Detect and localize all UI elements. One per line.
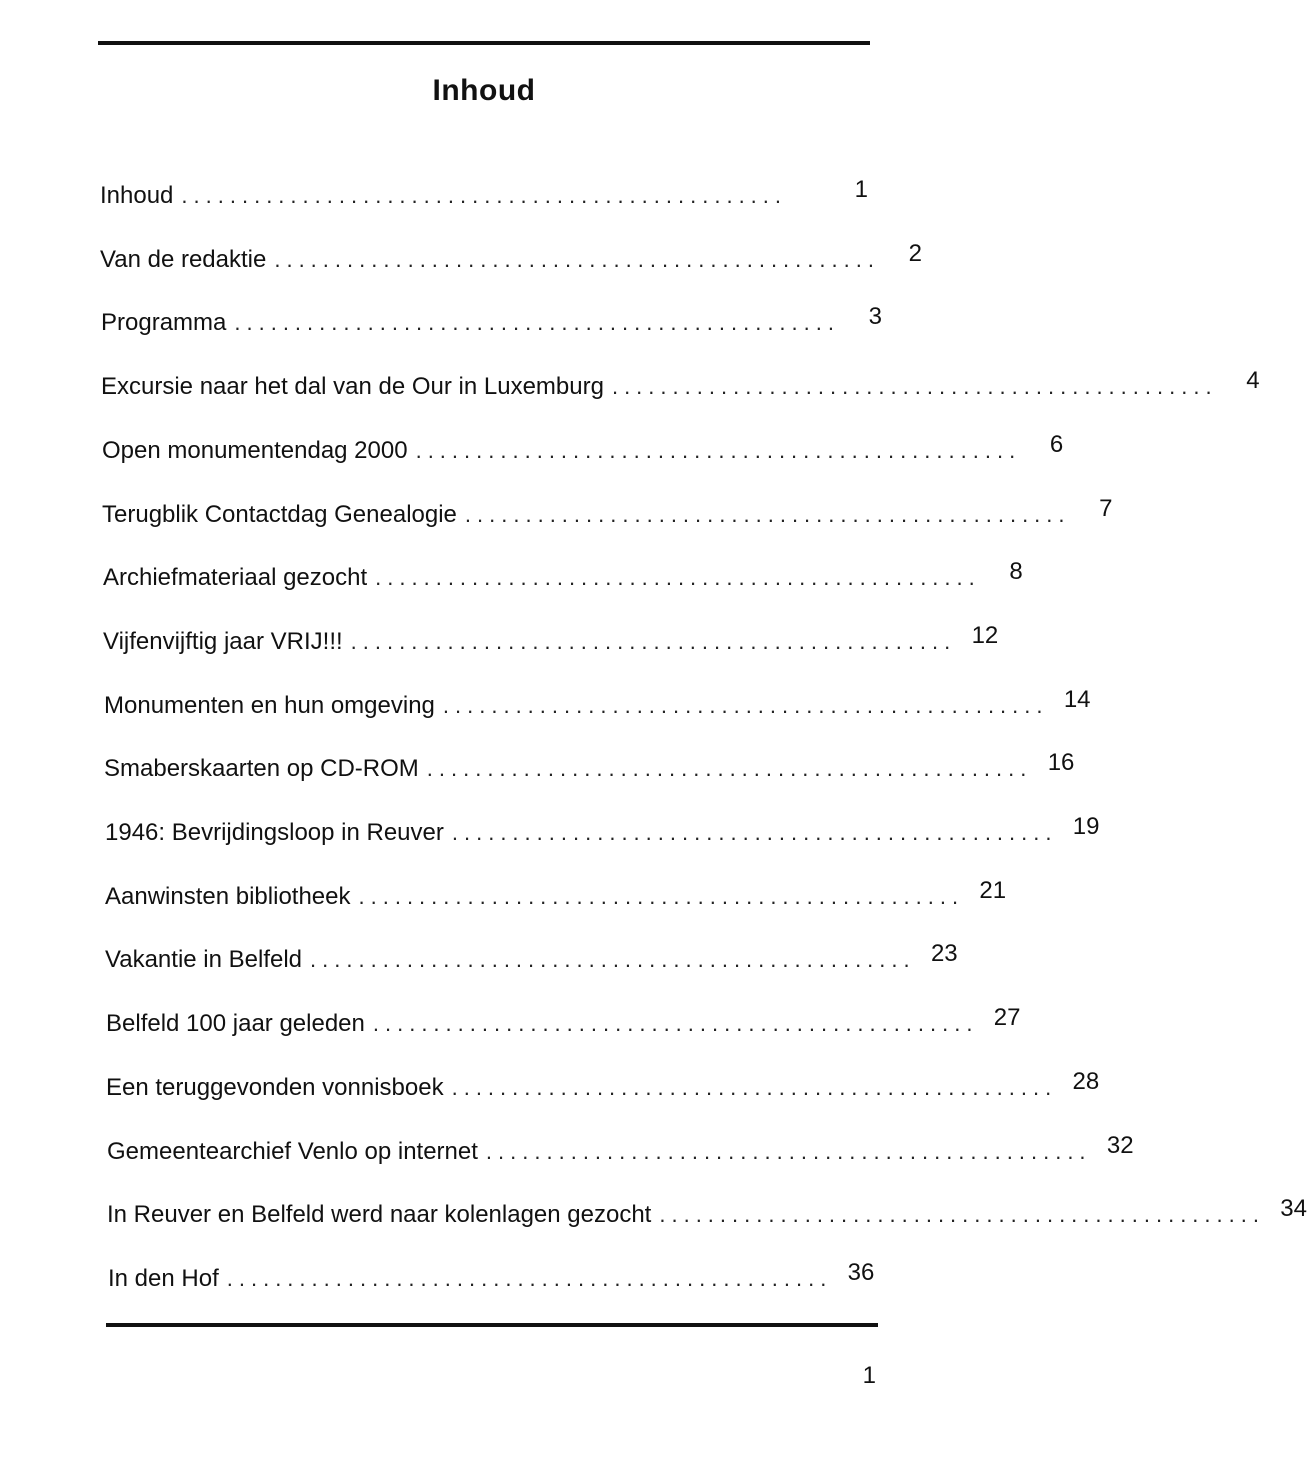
toc-dot-leader: .................................................. bbox=[372, 1011, 979, 1037]
toc-entry-page: 16 bbox=[1047, 749, 1075, 777]
toc-dot-leader: .................................................. bbox=[234, 310, 840, 336]
toc-entry bbox=[107, 1131, 1134, 1178]
toc-entry-title: Gemeentearchief Venlo op internet bbox=[107, 1137, 478, 1165]
toc-entry-page: 14 bbox=[1063, 685, 1091, 713]
toc-entry-title: Aanwinsten bibliotheek bbox=[105, 882, 351, 910]
toc-dot-leader: .................................................. bbox=[358, 883, 965, 909]
toc-entry-page: 2 bbox=[908, 239, 922, 267]
toc-entry-page: 6 bbox=[1049, 430, 1064, 458]
toc-entry bbox=[108, 1258, 875, 1305]
toc-entry bbox=[101, 303, 882, 349]
page-number: 1 bbox=[862, 1362, 876, 1389]
toc-dot-leader: .................................................. bbox=[375, 565, 981, 591]
toc-entry bbox=[104, 685, 1091, 732]
toc-entry-page: 12 bbox=[971, 621, 999, 649]
toc-entry bbox=[103, 558, 1023, 604]
toc-dot-leader: .................................................. bbox=[485, 1138, 1092, 1164]
toc-entry-page: 32 bbox=[1106, 1131, 1134, 1159]
toc-dot-leader: .................................................. bbox=[451, 1074, 1058, 1100]
toc-entry-page: 8 bbox=[1009, 558, 1023, 586]
toc-entry-page: 23 bbox=[930, 940, 958, 968]
toc-entry-title: In den Hof bbox=[108, 1264, 219, 1292]
toc-entry-page: 7 bbox=[1099, 494, 1113, 522]
toc-entry-page: 34 bbox=[1280, 1195, 1307, 1223]
toc-entry-page: 4 bbox=[1246, 367, 1260, 395]
toc-dot-leader: .................................................. bbox=[350, 628, 957, 654]
toc-entry-title: Belfeld 100 jaar geleden bbox=[106, 1010, 365, 1038]
toc-entry-title: 1946: Bevrijdingsloop in Reuver bbox=[105, 819, 444, 846]
toc-dot-leader: .................................................. bbox=[659, 1202, 1265, 1228]
toc-entry-title: Terugblik Contactdag Genealogie bbox=[102, 500, 457, 528]
toc-entry-title: In Reuver en Belfeld werd naar kolenlagen gezocht bbox=[107, 1201, 652, 1229]
toc-entry bbox=[105, 813, 1100, 859]
toc-entry-title: Programma bbox=[101, 309, 227, 337]
toc-entry bbox=[100, 176, 868, 222]
toc-entry-title: Een teruggevonden vonnisboek bbox=[106, 1073, 444, 1101]
toc-entry bbox=[102, 430, 1064, 477]
toc-dot-leader: .................................................. bbox=[464, 501, 1071, 527]
toc-entry bbox=[106, 1004, 1021, 1050]
toc-entry-page: 19 bbox=[1072, 813, 1100, 840]
toc-entry-page: 21 bbox=[979, 876, 1007, 904]
toc-dot-leader: .................................................. bbox=[181, 183, 788, 208]
toc-entry-title: Vakantie in Belfeld bbox=[105, 946, 303, 974]
toc-dot-leader: .................................................. bbox=[451, 820, 1058, 845]
toc-entry-title: Excursie naar het dal van de Our in Luxemburg bbox=[101, 373, 604, 401]
toc-entry bbox=[101, 367, 1260, 413]
toc-entry-page: 27 bbox=[993, 1004, 1021, 1032]
toc-entry bbox=[103, 621, 999, 668]
toc-dot-leader: .................................................. bbox=[415, 437, 1022, 463]
bottom-rule bbox=[106, 1323, 878, 1327]
toc-entry bbox=[105, 876, 1007, 923]
toc-dot-leader: .................................................. bbox=[442, 692, 1049, 718]
top-rule bbox=[98, 41, 870, 45]
toc-entry-title: Van de redaktie bbox=[100, 245, 267, 273]
toc-entry-title: Archiefmateriaal gezocht bbox=[103, 564, 368, 592]
toc-entry bbox=[105, 940, 958, 986]
toc-entry-title: Monumenten en hun omgeving bbox=[104, 691, 435, 719]
toc-dot-leader: .................................................. bbox=[426, 756, 1033, 782]
toc-entry-title: Vijfenvijftig jaar VRIJ!!! bbox=[103, 627, 343, 655]
toc-dot-leader: .................................................. bbox=[274, 246, 880, 272]
toc-dot-leader: .................................................. bbox=[226, 1265, 833, 1291]
toc-entry bbox=[102, 494, 1113, 541]
toc-entry-page: 3 bbox=[868, 303, 882, 331]
toc-entry-title: Smaberskaarten op CD-ROM bbox=[104, 755, 419, 783]
toc-entry-page: 36 bbox=[847, 1258, 875, 1286]
toc-dot-leader: .................................................. bbox=[611, 374, 1218, 400]
toc-entry-title: Open monumentendag 2000 bbox=[102, 436, 408, 464]
toc-dot-leader: .................................................. bbox=[310, 947, 916, 973]
toc-entry bbox=[100, 239, 922, 286]
toc-entry bbox=[107, 1195, 1307, 1241]
toc-entry bbox=[104, 749, 1075, 795]
toc-entry-page: 1 bbox=[854, 176, 868, 203]
toc-entry-page: 28 bbox=[1072, 1067, 1100, 1095]
toc-entry-title: Inhoud bbox=[100, 182, 174, 209]
toc-entry bbox=[106, 1067, 1100, 1114]
page-title: Inhoud bbox=[432, 74, 536, 107]
